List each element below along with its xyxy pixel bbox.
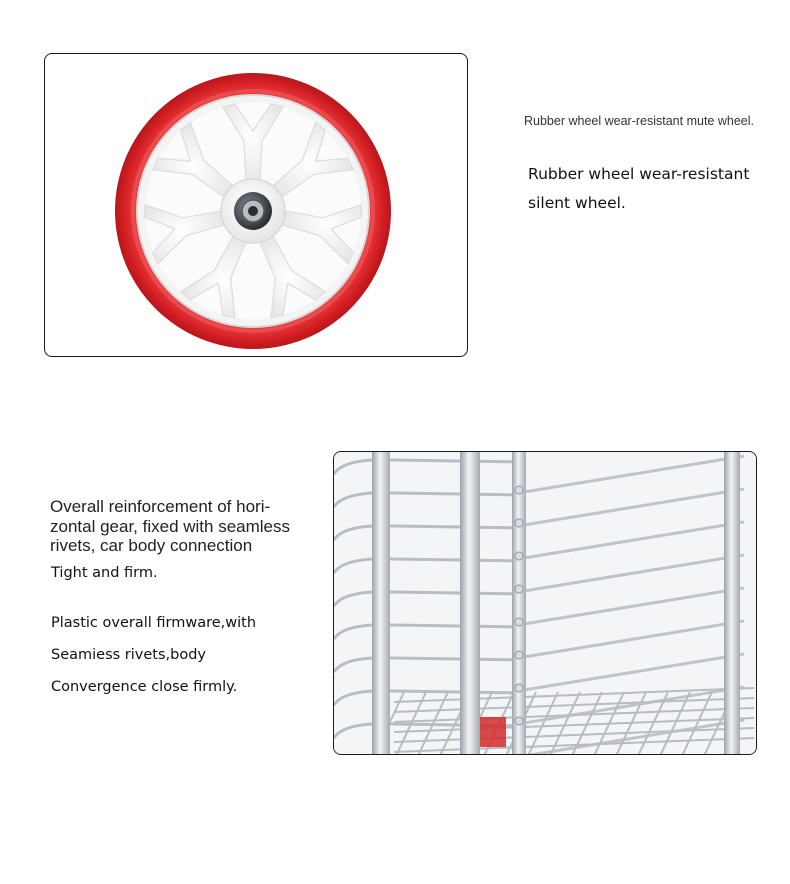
cart-description-line-2: zontal gear, fixed with seamless (50, 516, 291, 536)
cart-image-panel (333, 451, 757, 755)
post (372, 452, 390, 755)
wheel-caption-large (528, 160, 768, 218)
wheel-caption-small: Rubber wheel wear-resistant mute wheel. (524, 114, 754, 128)
wheel-image-panel (44, 53, 468, 357)
cart-description-line-3: rivets, car body connection (50, 536, 253, 555)
wheel-caption-line-1: Rubber wheel wear-resistant (528, 165, 750, 183)
red-rubber-wheel-image (45, 54, 468, 357)
wire-basket-cart-image (334, 452, 757, 755)
cart-description (50, 497, 325, 556)
rivet (515, 552, 523, 560)
rivet (515, 651, 523, 659)
cart-translation-line-1: Plastic overall firmware,with (51, 615, 257, 631)
cart-translation-line-2: Seamiess rivets,body (51, 647, 207, 663)
post (724, 452, 740, 755)
rivet (515, 486, 523, 494)
rivet (515, 717, 523, 725)
rivet (515, 585, 523, 593)
rivet (515, 618, 523, 626)
rivet (515, 519, 523, 527)
wheel-caption-line-2: silent wheel. (528, 194, 626, 212)
post (512, 452, 526, 755)
cart-description-line-4: Tight and firm. (51, 565, 158, 581)
post (460, 452, 480, 755)
rivet (515, 684, 523, 692)
cart-description-line-1: Overall reinforcement of hori- (50, 497, 271, 516)
cart-translation-line-3: Convergence close firmly. (51, 679, 238, 695)
